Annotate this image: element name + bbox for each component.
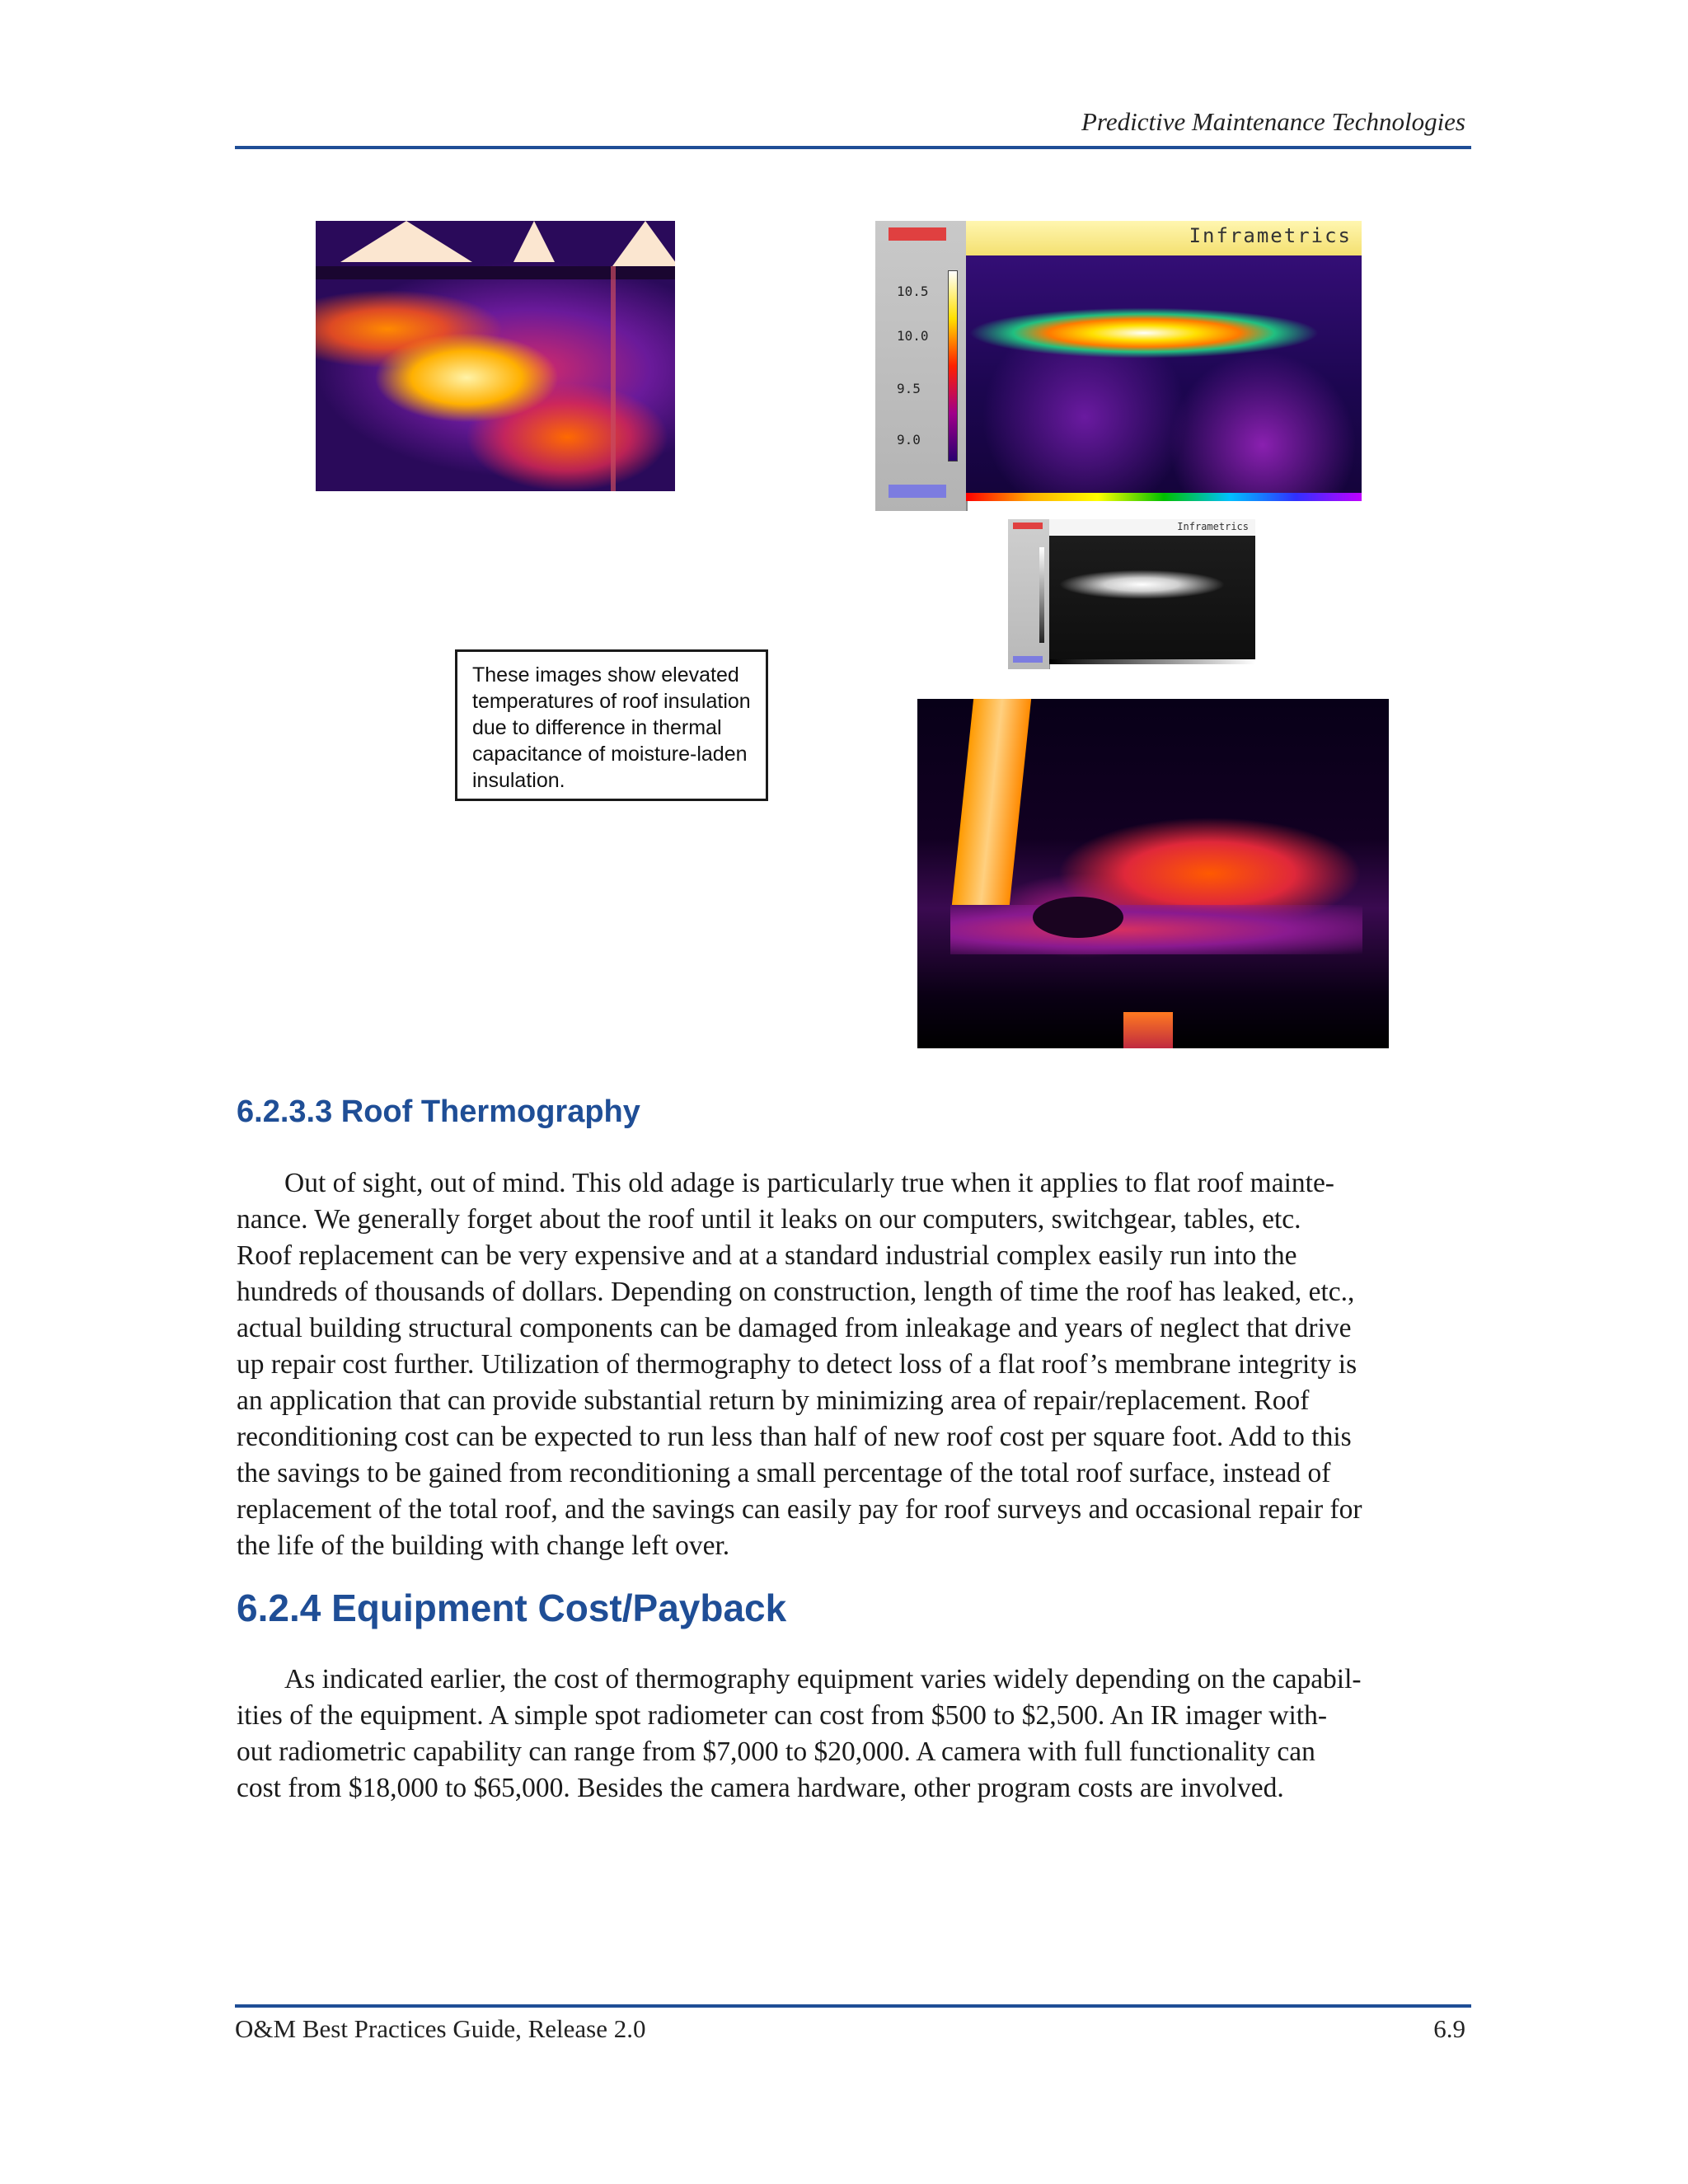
thermal-seam [611,266,616,491]
text-line: out radiometric capability can range from $7,000 to $20,000. A camera with full functionality can [237,1736,1315,1767]
text-line: As indicated earlier, the cost of thermography equipment varies widely depending on the capabil- [284,1664,1362,1694]
thermal-highlight [612,221,675,266]
thermal-object [1123,1012,1173,1048]
scale-tick: 10.5 [897,284,929,299]
footer-rule [235,2004,1471,2008]
thermal-image-roof-left [316,221,675,491]
thermal-hot-pipe [952,699,1031,905]
palette-strip [1049,659,1255,664]
thermal-image-grayscale [1049,519,1255,664]
palette-strip [966,493,1362,501]
figure-caption: These images show elevated temperatures of roof insulation due to difference in thermal capacitance of moisture-laden insulation. [455,649,768,801]
text-line: actual building structural components can be damaged from inleakage and years of neglect that drive [237,1313,1352,1343]
text-line: nance. We generally forget about the roof until it leaks on our computers, switchgear, tables, etc. [237,1204,1301,1235]
scale-max-tag [1013,523,1043,529]
color-scale-bar [948,270,958,462]
scale-tick: 9.0 [897,432,921,448]
text-line: ities of the equipment. A simple spot radiometer can cost from $500 to $2,500. An IR imager with- [237,1700,1328,1731]
thermal-strip [316,266,675,279]
text-line: replacement of the total roof, and the savings can easily pay for roof surveys and occasional repair for [237,1494,1362,1525]
scale-min-tag [889,485,946,498]
brand-label: Inframetrics [1189,224,1352,247]
text-line: up repair cost further. Utilization of thermography to detect loss of a flat roof’s membrane integrity is [237,1349,1357,1380]
brand-label: Inframetrics [1177,521,1249,532]
thermal-image-roof-right [966,221,1362,501]
paragraph-equipment-cost [237,1661,1456,1807]
gray-scale-bar [1039,547,1044,643]
thermal-highlight [340,221,472,262]
text-line: hundreds of thousands of dollars. Depending on construction, length of time the roof has leaked, etc., [237,1277,1355,1307]
thermal-cold-spot [1033,897,1123,938]
thermal-image-roof-bottom [917,699,1389,1048]
text-line: the life of the building with change left over. [237,1530,730,1561]
scale-tick: 10.0 [897,328,929,344]
page-number: 6.9 [1433,2014,1465,2043]
text-line: Roof replacement can be very expensive and at a standard industrial complex easily run into the [237,1240,1297,1271]
thermal-scale-panel [875,221,968,511]
scale-tick: 9.5 [897,381,921,396]
text-line: Out of sight, out of mind. This old adage is particularly true when it applies to flat roof mainte- [284,1168,1334,1198]
thermal-highlight [513,221,555,262]
thermal-scale-panel-small [1008,519,1050,669]
paragraph-roof-thermography [237,1165,1456,1564]
running-header: Predictive Maintenance Technologies [1081,107,1465,136]
section-heading-equipment-cost: 6.2.4 Equipment Cost/Payback [237,1586,787,1629]
scale-min-tag [1013,656,1043,663]
thermal-warm-area [950,905,1362,954]
text-line: reconditioning cost can be expected to run less than half of new roof cost per square foot. Add to this [237,1422,1352,1452]
text-line: an application that can provide substantial return by minimizing area of repair/replacement. Roof [237,1385,1310,1416]
scale-max-tag [889,227,946,241]
text-line: the savings to be gained from reconditioning a small percentage of the total roof surface, instead of [237,1458,1331,1488]
section-heading-roof-thermography: 6.2.3.3 Roof Thermography [237,1094,640,1129]
text-line: cost from $18,000 to $65,000. Besides the camera hardware, other program costs are involved. [237,1773,1284,1803]
footer-guide-title: O&M Best Practices Guide, Release 2.0 [235,2014,646,2043]
header-rule [235,146,1471,149]
